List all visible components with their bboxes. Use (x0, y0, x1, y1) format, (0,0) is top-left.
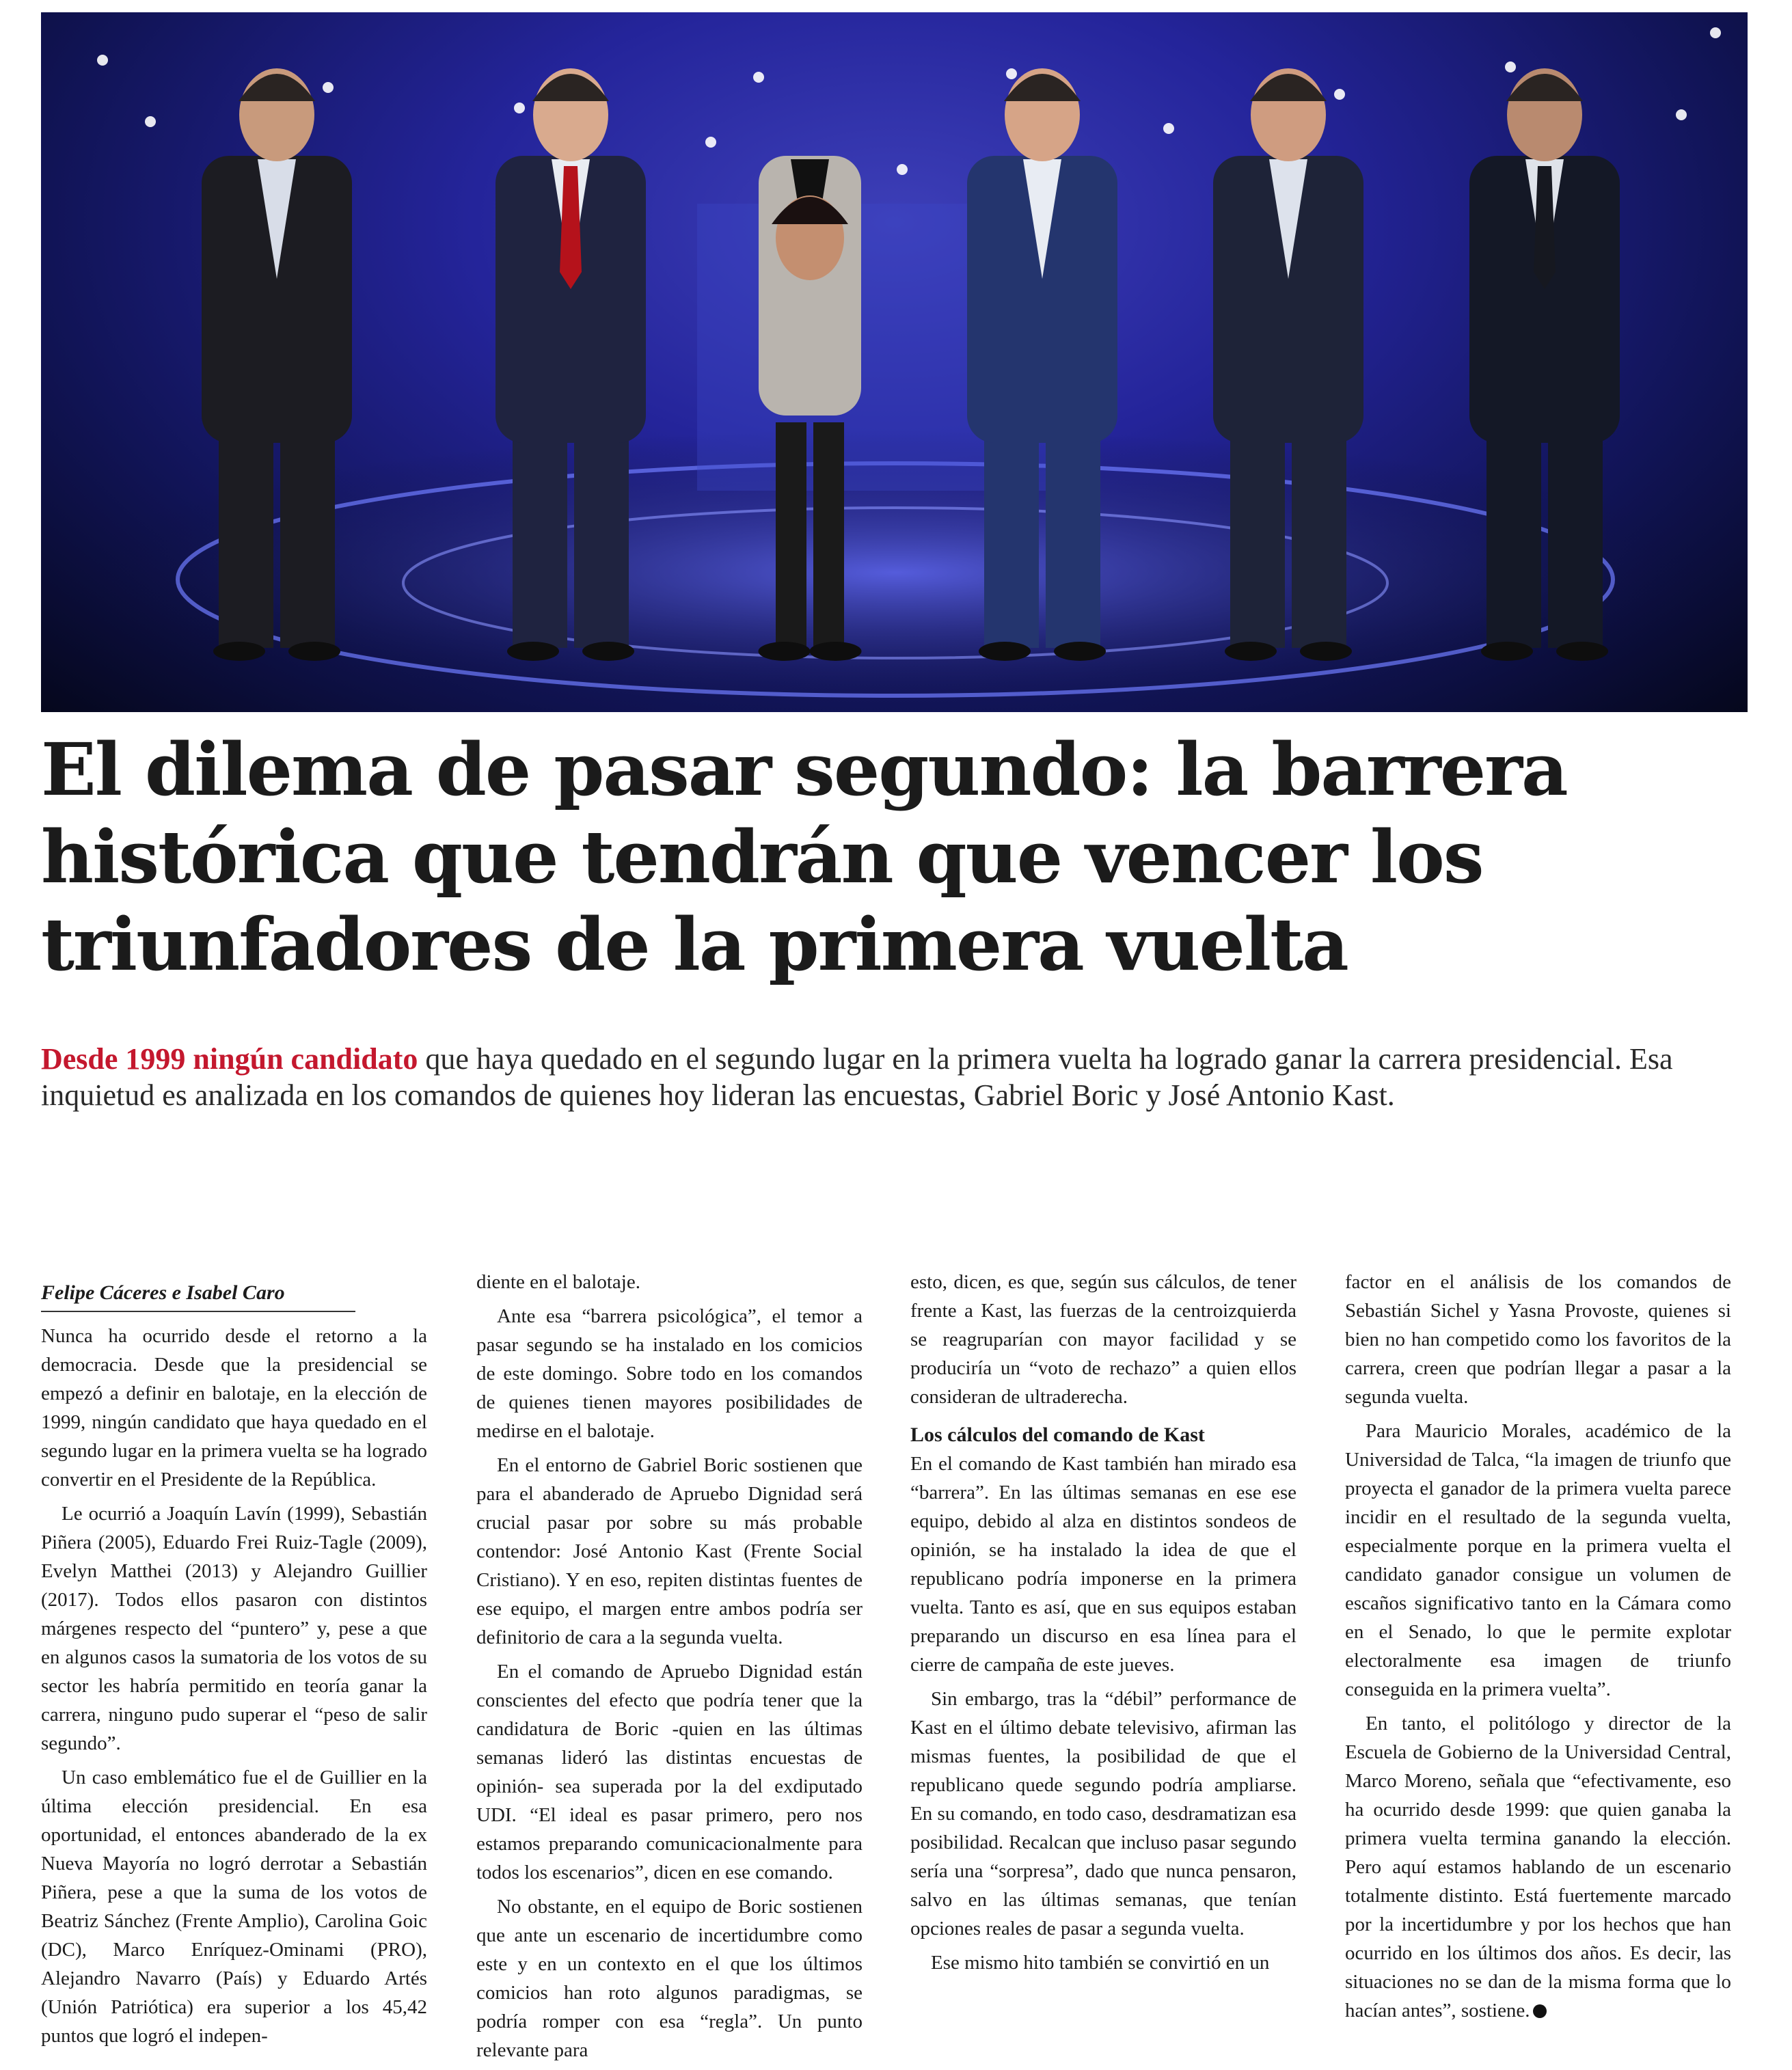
stage-light (897, 164, 908, 175)
column-1 (41, 1268, 427, 2056)
candidate-leg (280, 422, 335, 648)
candidate-shoe (1481, 642, 1533, 661)
candidate-leg (1046, 422, 1100, 648)
paragraph: Nunca ha ocurrido desde el retorno a la democracia. Desde que la presidencial se empezó a definir en balotaje, en la elección de 1999, ningún candidato que haya quedado en el segundo lugar en la primera vuelta se ha logrado convertir en el Presidente de la República. (41, 1325, 427, 1490)
candidate-hair (1506, 74, 1583, 101)
candidate-leg (1292, 422, 1346, 648)
stage-light (753, 72, 764, 83)
candidate-leg (984, 422, 1039, 648)
candidate-leg (574, 422, 629, 648)
column-4 (1345, 1268, 1731, 2030)
headline-line: histórica que tendrán que vencer los (41, 814, 1483, 899)
candidate-leg (1548, 422, 1603, 648)
candidate-leg (1486, 422, 1541, 648)
dek-lead: Desde 1999 ningún candidato (41, 1042, 418, 1076)
stage-light (1505, 62, 1516, 72)
debate-stage-illustration (41, 12, 1748, 712)
candidate-shoe (1300, 642, 1352, 661)
stage-light (1006, 68, 1017, 79)
paragraph: No obstante, en el equipo de Boric sostienen que ante un escenario de incertidumbre como este y en un contexto en el que los últimos comicios han roto algunos paradigmas, se podría romper con esa “regla”. Un punto relevante para (476, 1896, 863, 2061)
paragraph: Ese mismo hito también se convirtió en un (931, 1952, 1270, 1974)
end-mark-icon (1533, 2004, 1547, 2018)
candidate-shoe (1225, 642, 1277, 661)
stage-light (323, 82, 334, 93)
column-2 (476, 1268, 863, 2070)
stage-light (1163, 123, 1174, 134)
paragraph: En el comando de Kast también han mirado esa “barrera”. En las últimas semanas en ese ese equipo, debido al alza en distintos sondeos de opinión, se ha instalado la idea de que el republicano podría imponerse en la primera vuelta. Tanto es así, que en sus equipos estaban preparando un discurso en esa línea para el cierre de campaña de este jueves. (910, 1453, 1297, 1676)
paragraph: En el comando de Apruebo Dignidad están conscientes del efecto que podría tener que la candidatura de Boric -quien en las últimas semanas lideró las distintas encuestas de opinión- sea superada por la del exdiputado UDI. “El ideal es pasar primero, pero nos estamos preparando comunicacionalmente para todos los escenarios”, dicen en ese comando. (476, 1661, 863, 1883)
stage-light (705, 137, 716, 148)
stage-light (1334, 89, 1345, 100)
dek (41, 1041, 1750, 1113)
stage-light (1676, 109, 1687, 120)
paragraph: En el entorno de Gabriel Boric sostienen que para el abanderado de Apruebo Dignidad será crucial pasar por sobre su más probable contendor: José Antonio Kast (Frente Social Cristiano). Y en eso, repiten distintas fuentes de ese equipo, el margen entre ambos podría ser definitorio de cara a la segunda vuelta. (476, 1454, 863, 1648)
candidate-hair (239, 74, 315, 101)
paragraph: factor en el análisis de los comandos de Sebastián Sichel y Yasna Provoste, quienes si bien no han competido como los favoritos de la carrera, creen que podrían llegar a pasar a la segunda vuelta. (1345, 1271, 1731, 1408)
paragraph: Ante esa “barrera psicológica”, el temor a pasar segundo se ha instalado en los comicios de este domingo. Sobre todo en los comandos de quienes tienen mayores posibilidades de medirse en el balotaje. (476, 1305, 863, 1442)
candidate-leg (813, 422, 844, 648)
candidate-shoe (1054, 642, 1106, 661)
candidate-shoe (759, 642, 811, 661)
paragraph: Sin embargo, tras la “débil” performance de Kast en el último debate televisivo, afirman las mismas fuentes, la posibilidad de que el republicano quede segundo podría ampliarse. En su comando, en todo caso, desdramatizan esa posibilidad. Recalcan que incluso pasar segundo sería una “sorpresa”, dado que nunca pensaron, salvo en las últimas semanas, que tenían opciones reales de pasar a segunda vuelta. (910, 1688, 1297, 1939)
paragraph-text: En tanto, el politólogo y director de la Escuela de Gobierno de la Universidad Central, Marco Moreno, señala que “efectivamente, eso ha ocurrido desde 1999: que quien ganaba la primera vuelta termina ganando la elección. Pero aquí estamos hablando de un escenario totalmente distinto. Está fuertemente marcado por la incertidumbre y por los hechos que han ocurrido en los últimos dos años. Es decir, las situaciones no se dan de la misma forma que lo hacían antes”, sostiene. (1345, 1713, 1731, 2021)
headline (41, 726, 1743, 988)
stage-light (514, 103, 525, 113)
paragraph-last (1345, 1709, 1731, 2025)
candidate-shoe (507, 642, 559, 661)
candidate-shoe (1556, 642, 1608, 661)
candidate-shoe (213, 642, 265, 661)
paragraph: esto, dicen, es que, según sus cálculos, de tener frente a Kast, las fuerzas de la centroizquierda se reagruparían con mayor facilidad y se produciría un “voto de rechazo” a quien ellos consideran de ultraderecha. (910, 1271, 1297, 1408)
candidate-leg (513, 422, 567, 648)
candidate-leg (1230, 422, 1285, 648)
candidate-leg (776, 422, 806, 648)
candidate-hair (1004, 74, 1081, 101)
paragraph: diente en el balotaje. (476, 1271, 640, 1293)
headline-line: triunfadores de la primera vuelta (41, 901, 1348, 987)
stage-light (145, 116, 156, 127)
dek-text: que haya quedado en el segundo lugar en la primera vuelta ha logrado ganar la carrera presidencial. Esa inquietud es analizada en los comandos de quienes hoy lideran las encuestas, Gabriel Boric y José Antonio Kast. (41, 1042, 1673, 1112)
candidate-shoe (288, 642, 340, 661)
subheading: Los cálculos del comando de Kast (910, 1424, 1205, 1446)
paragraph: Le ocurrió a Joaquín Lavín (1999), Sebastián Piñera (2005), Eduardo Frei Ruiz-Tagle (2009), Evelyn Matthei (2013) y Alejandro Guillier (2017). Todos ellos pasaron con distintos márgenes respecto del “puntero” y, pese a que en algunos casos la sumatoria de los votos de su sector les habría permitido en teoría ganar la carrera, ninguno pudo superar el “peso de salir segundo”. (41, 1503, 427, 1754)
stage-light (1710, 27, 1721, 38)
candidate-shoe (810, 642, 862, 661)
paragraph: Para Mauricio Morales, académico de la Universidad de Talca, “la imagen de triunfo que proyecta el ganador de la primera vuelta parece incidir en el resultado de la segunda vuelta, especialmente porque en la primera vuelta el candidato ganador consigue un volumen de escaños significativo tanto en la Cámara como en el Senado, lo que le permite explotar electoralmente esa imagen de triunfo conseguida en la primera vuelta”. (1345, 1420, 1731, 1700)
candidate-hair (532, 74, 609, 101)
headline-line: El dilema de pasar segundo: la barrera (41, 726, 1567, 812)
stage-light (97, 55, 108, 66)
candidate-leg (219, 422, 273, 648)
candidate-shoe (582, 642, 634, 661)
candidate-hair (1250, 74, 1327, 101)
column-3 (910, 1268, 1297, 1983)
candidate-shoe (979, 642, 1031, 661)
paragraph: Un caso emblemático fue el de Guillier en la última elección presidencial. En esa oportunidad, el entonces abanderado de la ex Nueva Mayoría no logró derrotar a Sebastián Piñera, pese a que la suma de los votos de Beatriz Sánchez (Frente Amplio), Carolina Goic (DC), Marco Enríquez-Ominami (PRO), Alejandro Navarro (País) y Eduardo Artés (Unión Patriótica) era superior a los 45,42 puntos que logró el indepen- (41, 1767, 427, 2047)
debate-stage-photo (41, 12, 1748, 712)
byline: Felipe Cáceres e Isabel Caro (41, 1279, 355, 1312)
